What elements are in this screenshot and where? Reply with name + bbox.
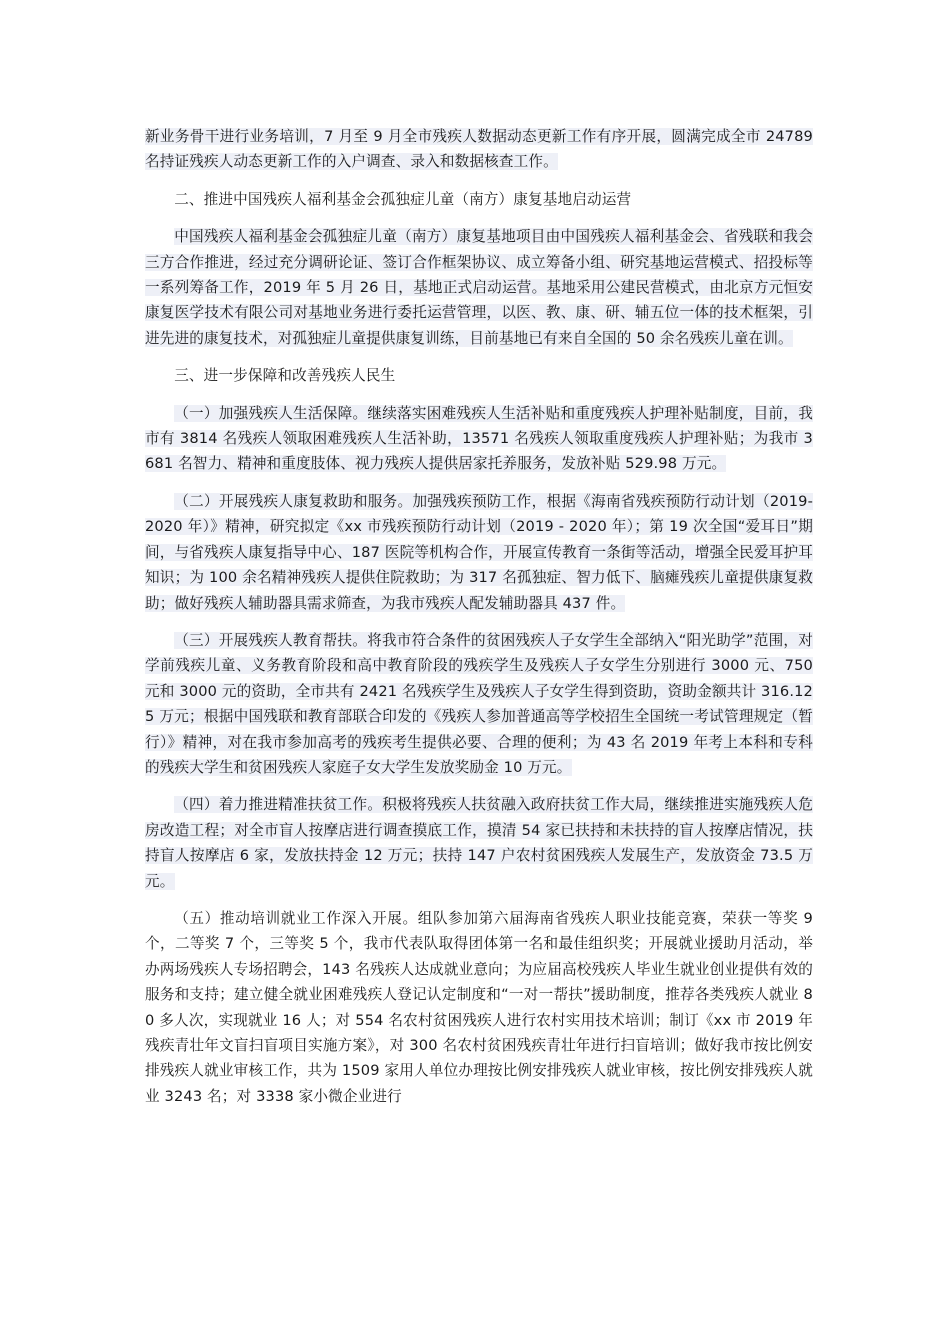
paragraph-text: （三）开展残疾人教育帮扶。将我市符合条件的贫困残疾人子女学生全部纳入“阳光助学”范围，对学前残疾儿童、义务教育阶段和高中教育阶段的残疾学生及残疾人子女学生分别进行 3000 元、750 元和 3000 元的资助，全市共有 2421 名残疾学生及残疾人子女学生得到资助，资助金额共计 316.125 万元；根据中国残联和教育部联合印发的《残疾人参加普通高等学校招生全国统一考试管理规定（暂行）》精神，对在我市参加高考的残疾考生提供必要、合理的便利；为 43 名 2019 年考上本科和专科的残疾大学生和贫困残疾人家庭子女大学生发放奖励金 10 万元。 (145, 631, 813, 776)
paragraph-text: （一）加强残疾人生活保障。继续落实困难残疾人生活补贴和重度残疾人护理补贴制度，目前，我市有 3814 名残疾人领取困难残疾人生活补助，13571 名残疾人领取重度残疾人护理补贴；为我市 3681 名智力、精神和重度肢体、视力残疾人提供居家托养服务，发放补贴 529.98 万元。 (145, 404, 813, 473)
paragraph-living-security (145, 401, 813, 477)
paragraph-text: （四）着力推进精准扶贫工作。积极将残疾人扶贫融入政府扶贫工作大局，继续推进实施残疾人危房改造工程；对全市盲人按摩店进行调查摸底工作，摸清 54 家已扶持和未扶持的盲人按摩店情况，扶持盲人按摩店 6 家，发放扶持金 12 万元；扶持 147 户农村贫困残疾人发展生产，发放资金 73.5 万元。 (145, 796, 813, 890)
paragraph-text: （五）推动培训就业工作深入开展。组队参加第六届海南省残疾人职业技能竞赛，荣获一等奖 9 个，二等奖 7 个，三等奖 5 个，我市代表队取得团体第一名和最佳组织奖；开展就业援助月活动，举办两场残疾人专场招聘会，143 名残疾人达成就业意向；为应届高校残疾人毕业生就业创业提供有效的服务和支持；建立健全就业困难残疾人登记认定制度和“一对一帮扶”援助制度，推荐各类残疾人就业 80 多人次，实现就业 16 人；对 554 名农村贫困残疾人进行农村实用技术培训；制订《xx 市 2019 年残疾青壮年文盲扫盲项目实施方案》，对 300 名农村贫困残疾青壮年进行扫盲培训；做好我市按比例安排残疾人就业审核工作，共为 1509 家用人单位办理按比例安排残疾人就业审核，按比例安排残疾人就业 3243 名；对 3338 家小微企业进行 (145, 909, 813, 1105)
heading-text: 三、进一步保障和改善残疾人民生 (174, 367, 396, 385)
paragraph-employment-training (145, 906, 813, 1109)
paragraph-text: 新业务骨干进行业务培训，7 月至 9 月全市残疾人数据动态更新工作有序开展，圆满完成全市 24789 名持证残疾人动态更新工作的入户调查、录入和数据核查工作。 (145, 128, 813, 171)
paragraph-poverty-alleviation (145, 792, 813, 894)
paragraph-education (145, 628, 813, 780)
paragraph-autism-base (145, 224, 813, 351)
document-body (145, 124, 813, 1121)
paragraph-text: 中国残疾人福利基金会孤独症儿童（南方）康复基地项目由中国残疾人福利基金会、省残联和我会三方合作推进，经过充分调研论证、签订合作框架协议、成立筹备小组、研究基地运营模式、招投标等一系列筹备工作，2019 年 5 月 26 日，基地正式启动运营。基地采用公建民营模式，由北京方元恒安康复医学技术有限公司对基地业务进行委托运营管理，以医、教、康、研、辅五位一体的技术框架，引进先进的康复技术，对孤独症儿童提供康复训练，目前基地已有来自全国的 50 余名残疾儿童在训。 (145, 228, 813, 347)
paragraph-rehabilitation (145, 489, 813, 616)
heading-text: 二、推进中国残疾人福利基金会孤独症儿童（南方）康复基地启动运营 (174, 190, 632, 208)
paragraph-text: （二）开展残疾人康复救助和服务。加强残疾预防工作，根据《海南省残疾预防行动计划（2019-2020 年）》精神，研究拟定《xx 市残疾预防行动计划（2019 - 2020 年）；第 19 次全国“爱耳日”期间，与省残疾人康复指导中心、187 医院等机构合作，开展宣传教育一条街等活动，增强全民爱耳护耳知识；为 100 余名精神残疾人提供住院救助；为 317 名孤独症、智力低下、脑瘫残疾儿童提供康复救助；做好残疾人辅助器具需求筛查，为我市残疾人配发辅助器具 437 件。 (145, 492, 813, 612)
paragraph-data-update (145, 124, 813, 175)
section-heading-livelihood (145, 363, 813, 388)
section-heading-autism-base (145, 187, 813, 212)
